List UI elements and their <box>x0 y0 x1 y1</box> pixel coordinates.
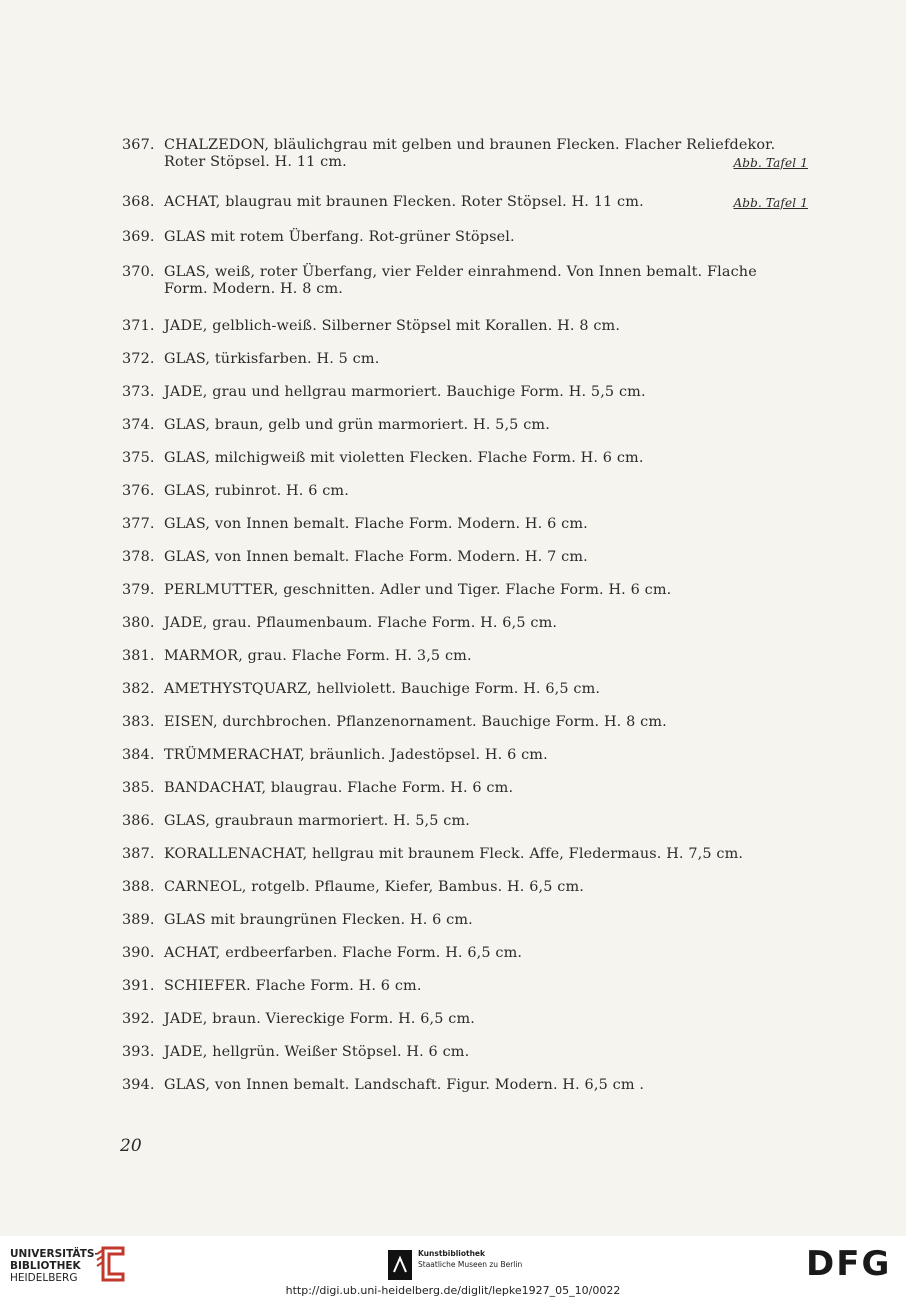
entry-text: EISEN, durchbrochen. Pflanzenornament. Bauchige Form. H. 8 cm. <box>164 714 667 730</box>
entry-text: JADE, grau und hellgrau marmoriert. Bauchige Form. H. 5,5 cm. <box>164 384 646 400</box>
entry-number: 384. <box>122 747 155 763</box>
entry-text: Form. Modern. H. 8 cm. <box>164 281 343 297</box>
kunstbibliothek-text[interactable] <box>418 1248 522 1270</box>
entry-text-line <box>164 229 812 246</box>
entry-body <box>164 384 812 401</box>
entry-number: 392. <box>122 1011 155 1027</box>
entry-body <box>164 351 812 368</box>
catalogue-entry <box>122 1077 812 1094</box>
catalogue-entry <box>122 194 812 211</box>
page-number: 20 <box>120 1136 142 1156</box>
entry-text-line <box>164 648 812 665</box>
catalogue-entry <box>122 483 812 500</box>
entry-text-line <box>164 813 812 830</box>
entry-number: 377. <box>122 516 155 532</box>
entry-number: 370. <box>122 264 155 280</box>
plate-reference-link[interactable]: Abb. Tafel 1 <box>733 196 808 210</box>
entry-text-line <box>164 194 812 211</box>
entry-text: KORALLENACHAT, hellgrau mit braunem Fleck. Affe, Fledermaus. H. 7,5 cm. <box>164 846 744 862</box>
entry-body <box>164 978 812 995</box>
entry-text: TRÜMMERACHAT, bräunlich. Jadestöpsel. H. 6 cm. <box>164 747 548 763</box>
entry-text-line <box>164 912 812 929</box>
entry-body <box>164 714 812 731</box>
entry-text-line <box>164 137 812 154</box>
kunstbibliothek-logo-icon[interactable] <box>388 1250 412 1280</box>
entry-number: 391. <box>122 978 155 994</box>
entry-text: BANDACHAT, blaugrau. Flache Form. H. 6 cm. <box>164 780 514 796</box>
catalogue-entry <box>122 945 812 962</box>
entry-number: 387. <box>122 846 155 862</box>
catalogue-entry <box>122 351 812 368</box>
entry-text-line <box>164 780 812 797</box>
entry-number: 373. <box>122 384 155 400</box>
catalogue-entry <box>122 549 812 566</box>
catalogue-entry <box>122 417 812 434</box>
entry-body <box>164 582 812 599</box>
entry-number: 374. <box>122 417 155 433</box>
footer-bar <box>0 1236 906 1301</box>
entry-number: 382. <box>122 681 155 697</box>
entry-text-line <box>164 615 812 632</box>
entry-number: 381. <box>122 648 155 664</box>
kb-line-2: Staatliche Museen zu Berlin <box>418 1260 523 1269</box>
entry-text-line <box>164 846 812 863</box>
entry-text-line <box>164 747 812 764</box>
catalogue-entry <box>122 912 812 929</box>
entry-text: GLAS, rubinrot. H. 6 cm. <box>164 483 349 499</box>
entry-body <box>164 945 812 962</box>
entry-text-line <box>164 450 812 467</box>
entry-text: GLAS, von Innen bemalt. Flache Form. Modern. H. 6 cm. <box>164 516 588 532</box>
entry-body <box>164 1044 812 1061</box>
catalogue-entry <box>122 681 812 698</box>
catalogue-entry <box>122 747 812 764</box>
entry-body <box>164 648 812 665</box>
catalogue-entry <box>122 780 812 797</box>
entry-text: AMETHYSTQUARZ, hellviolett. Bauchige Form. H. 6,5 cm. <box>164 681 601 697</box>
entry-body <box>164 417 812 434</box>
entry-text-line <box>164 417 812 434</box>
entry-number: 367. <box>122 137 155 153</box>
catalogue-entry <box>122 582 812 599</box>
entry-text-line <box>164 978 812 995</box>
entry-text-line <box>164 351 812 368</box>
entry-text: SCHIEFER. Flache Form. H. 6 cm. <box>164 978 422 994</box>
entry-body <box>164 1077 812 1094</box>
catalogue-entry <box>122 384 812 401</box>
entry-body <box>164 194 812 211</box>
entry-body <box>164 879 812 896</box>
catalogue-entry <box>122 648 812 665</box>
entry-number: 368. <box>122 194 155 210</box>
permalink-url[interactable]: http://digi.ub.uni-heidelberg.de/diglit/lepke1927_05_10/0022 <box>285 1284 621 1297</box>
catalogue-entry <box>122 450 812 467</box>
entry-text: GLAS, von Innen bemalt. Landschaft. Figur. Modern. H. 6,5 cm . <box>164 1077 645 1093</box>
entry-body <box>164 229 812 246</box>
entry-text: GLAS, graubraun marmoriert. H. 5,5 cm. <box>164 813 471 829</box>
ub-line-3: HEIDELBERG <box>10 1272 78 1284</box>
entry-text-line <box>164 549 812 566</box>
entry-number: 385. <box>122 780 155 796</box>
entry-number: 388. <box>122 879 155 895</box>
entry-text-line <box>164 264 812 281</box>
entry-text: JADE, grau. Pflaumenbaum. Flache Form. H. 6,5 cm. <box>164 615 558 631</box>
catalogue-entry <box>122 1011 812 1028</box>
entry-body <box>164 450 812 467</box>
catalogue-entry <box>122 137 812 171</box>
entry-text-line <box>164 384 812 401</box>
entry-number: 372. <box>122 351 155 367</box>
entry-text-line <box>164 483 812 500</box>
entry-text-line <box>164 1011 812 1028</box>
entry-text: GLAS, braun, gelb und grün marmoriert. H. 5,5 cm. <box>164 417 550 433</box>
entry-body <box>164 912 812 929</box>
entry-text-line <box>164 582 812 599</box>
entry-text: GLAS mit rotem Überfang. Rot-grüner Stöpsel. <box>164 229 515 245</box>
entry-number: 390. <box>122 945 155 961</box>
entry-text: JADE, gelblich-weiß. Silberner Stöpsel mit Korallen. H. 8 cm. <box>164 318 621 334</box>
entry-number: 375. <box>122 450 155 466</box>
catalogue-entry <box>122 264 812 298</box>
entry-body <box>164 516 812 533</box>
entry-body <box>164 549 812 566</box>
entry-body <box>164 1011 812 1028</box>
entry-number: 369. <box>122 229 155 245</box>
entry-text: JADE, braun. Viereckige Form. H. 6,5 cm. <box>164 1011 476 1027</box>
entry-body <box>164 780 812 797</box>
entry-text: ACHAT, blaugrau mit braunen Flecken. Roter Stöpsel. H. 11 cm. <box>164 194 644 210</box>
entry-text: ACHAT, erdbeerfarben. Flache Form. H. 6,5 cm. <box>164 945 523 961</box>
ub-line-1: UNIVERSITÄTS- <box>10 1248 99 1260</box>
entry-number: 378. <box>122 549 155 565</box>
entry-text: GLAS, milchigweiß mit violetten Flecken. Flache Form. H. 6 cm. <box>164 450 644 466</box>
kb-line-1: Kunstbibliothek <box>418 1249 486 1258</box>
entry-number: 376. <box>122 483 155 499</box>
entry-text: CHALZEDON, bläulichgrau mit gelben und braunen Flecken. Flacher Reliefdekor. <box>164 137 776 153</box>
entry-body <box>164 264 812 298</box>
plate-reference-link[interactable]: Abb. Tafel 1 <box>733 156 808 170</box>
ub-heidelberg-logo-icon[interactable] <box>93 1244 127 1286</box>
entry-number: 379. <box>122 582 155 598</box>
catalogue-entry <box>122 1044 812 1061</box>
entry-text-line <box>164 1044 812 1061</box>
entry-text-line <box>164 516 812 533</box>
entry-text-line <box>164 879 812 896</box>
catalogue-entry <box>122 229 812 246</box>
catalogue-entry <box>122 516 812 533</box>
catalogue-entry <box>122 318 812 335</box>
entry-text: GLAS, türkisfarben. H. 5 cm. <box>164 351 380 367</box>
entry-text-line <box>164 714 812 731</box>
entry-number: 394. <box>122 1077 155 1093</box>
entry-text-line <box>164 318 812 335</box>
entry-text: GLAS, von Innen bemalt. Flache Form. Modern. H. 7 cm. <box>164 549 588 565</box>
entry-text-line <box>164 681 812 698</box>
entry-body <box>164 681 812 698</box>
dfg-logo[interactable]: DFG <box>806 1244 892 1284</box>
entry-body <box>164 318 812 335</box>
entry-number: 380. <box>122 615 155 631</box>
catalogue-entry <box>122 879 812 896</box>
entry-text-line <box>164 154 812 171</box>
entry-text: Roter Stöpsel. H. 11 cm. <box>164 154 347 170</box>
entry-number: 386. <box>122 813 155 829</box>
catalogue-entry <box>122 978 812 995</box>
entry-text: MARMOR, grau. Flache Form. H. 3,5 cm. <box>164 648 472 664</box>
ub-heidelberg-text[interactable] <box>10 1248 99 1284</box>
entry-text: JADE, hellgrün. Weißer Stöpsel. H. 6 cm. <box>164 1044 470 1060</box>
entry-text-line <box>164 281 812 298</box>
entry-text: PERLMUTTER, geschnitten. Adler und Tiger. Flache Form. H. 6 cm. <box>164 582 672 598</box>
entry-body <box>164 483 812 500</box>
entry-body <box>164 813 812 830</box>
catalogue-entry <box>122 846 812 863</box>
entry-body <box>164 747 812 764</box>
entry-number: 371. <box>122 318 155 334</box>
entry-number: 383. <box>122 714 155 730</box>
entry-text-line <box>164 1077 812 1094</box>
entry-number: 393. <box>122 1044 155 1060</box>
catalogue-entry <box>122 714 812 731</box>
entry-body <box>164 137 812 171</box>
ub-line-2: BIBLIOTHEK <box>10 1260 81 1272</box>
catalogue-entry <box>122 813 812 830</box>
entry-text: GLAS, weiß, roter Überfang, vier Felder einrahmend. Von Innen bemalt. Flache <box>164 264 757 280</box>
entry-number: 389. <box>122 912 155 928</box>
catalogue-entry <box>122 615 812 632</box>
entry-body <box>164 615 812 632</box>
entry-text-line <box>164 945 812 962</box>
entry-body <box>164 846 812 863</box>
entry-text: GLAS mit braungrünen Flecken. H. 6 cm. <box>164 912 473 928</box>
entry-text: CARNEOL, rotgelb. Pflaume, Kiefer, Bambus. H. 6,5 cm. <box>164 879 584 895</box>
